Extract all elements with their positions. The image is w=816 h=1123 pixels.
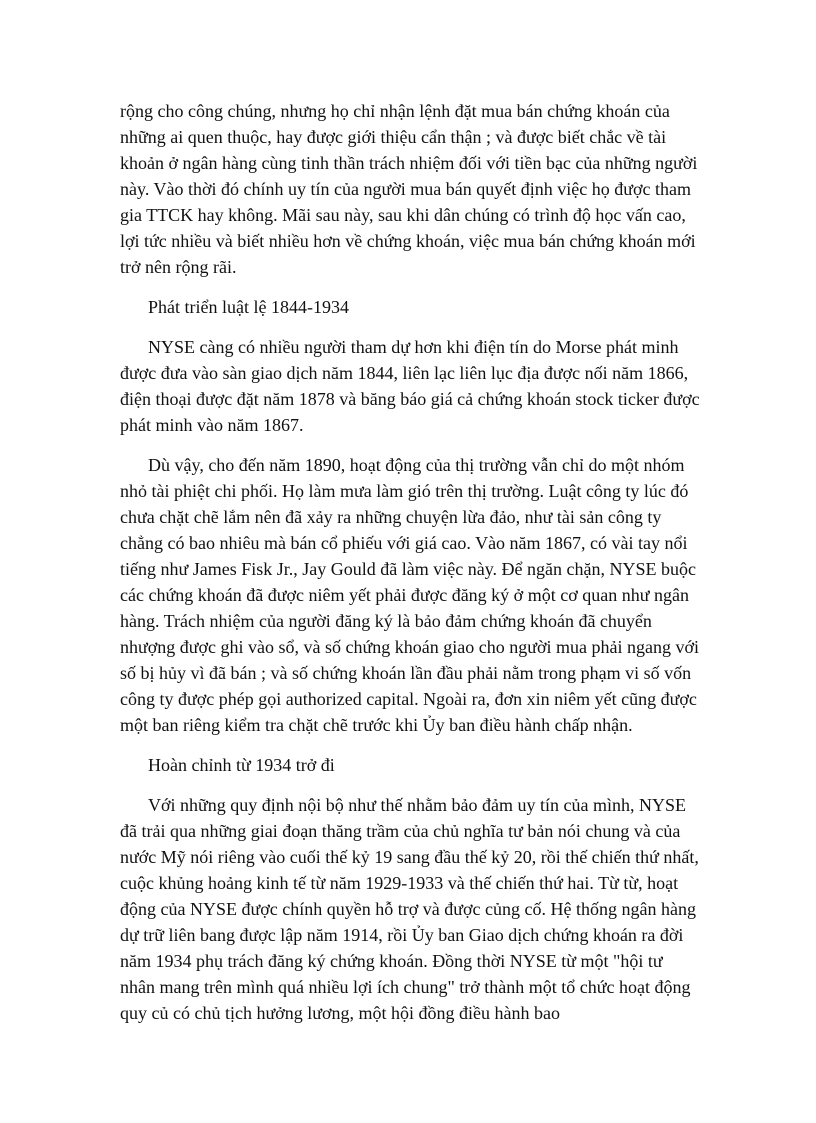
paragraph-telegraph: NYSE càng có nhiều người tham dự hơn khi điện tín do Morse phát minh được đưa vào sàn giao dịch năm 1844, liên lạc liên lục địa được nối năm 1866, điện thoại được đặt năm 1878 và băng báo giá cả chứng khoán stock ticker được phát minh vào năm 1867. bbox=[120, 337, 700, 435]
section-heading-development: Phát triển luật lệ 1844-1934 bbox=[148, 297, 349, 317]
paragraph-regulation: Dù vậy, cho đến năm 1890, hoạt động của thị trường vẫn chỉ do một nhóm nhỏ tài phiệt chi phối. Họ làm mưa làm gió trên thị trường. Luật công ty lúc đó chưa chặt chẽ lắm nên đã xảy ra những chuyện lừa đảo, như tài sản công ty chẳng có bao nhiêu mà bán cổ phiếu với giá cao. Vào năm 1867, có vài tay nổi tiếng như James Fisk Jr., Jay Gould đã làm việc này. Để ngăn chặn, NYSE buộc các chứng khoán đã được niêm yết phải được đăng ký ở một cơ quan như ngân hàng. Trách nhiệm của người đăng ký là bảo đảm chứng khoán đã chuyển nhượng được ghi vào sổ, và số chứng khoán giao cho người mua phải ngang với số bị hủy vì đã bán ; và số chứng khoán lần đầu phải nằm trong phạm vi số vốn công ty được phép gọi authorized capital. Ngoài ra, đơn xin niêm yết cũng được một ban riêng kiểm tra chặt chẽ trước khi Ủy ban điều hành chấp nhận. bbox=[120, 455, 700, 735]
section-heading-completion: Hoàn chỉnh từ 1934 trở đi bbox=[148, 755, 335, 775]
document-page bbox=[120, 98, 700, 1040]
paragraph-consolidation: Với những quy định nội bộ như thế nhằm bảo đảm uy tín của mình, NYSE đã trải qua những giai đoạn thăng trầm của chủ nghĩa tư bản nói chung và của nước Mỹ nói riêng vào cuối thế kỷ 19 sang đầu thế kỷ 20, rồi thế chiến thứ nhất, cuộc khủng hoảng kinh tế từ năm 1929-1933 và thế chiến thứ hai. Từ từ, hoạt động của NYSE được chính quyền hỗ trợ và được củng cố. Hệ thống ngân hàng dự trữ liên bang được lập năm 1914, rồi Ủy ban Giao dịch chứng khoán ra đời năm 1934 phụ trách đăng ký chứng khoán. Đồng thời NYSE từ một "hội tư nhân mang trên mình quá nhiều lợi ích chung" trở thành một tổ chức hoạt động quy củ có chủ tịch hưởng lương, một hội đồng điều hành bao bbox=[120, 795, 699, 1023]
paragraph-intro-continuation: rộng cho công chúng, nhưng họ chỉ nhận lệnh đặt mua bán chứng khoán của những ai quen thuộc, hay được giới thiệu cẩn thận ; và được biết chắc về tài khoản ở ngân hàng cùng tinh thần trách nhiệm đối với tiền bạc của những người này. Vào thời đó chính uy tín của người mua bán quyết định việc họ được tham gia TTCK hay không. Mãi sau này, sau khi dân chúng có trình độ học vấn cao, lợi tức nhiều và biết nhiều hơn về chứng khoán, việc mua bán chứng khoán mới trở nên rộng rãi. bbox=[120, 101, 698, 277]
